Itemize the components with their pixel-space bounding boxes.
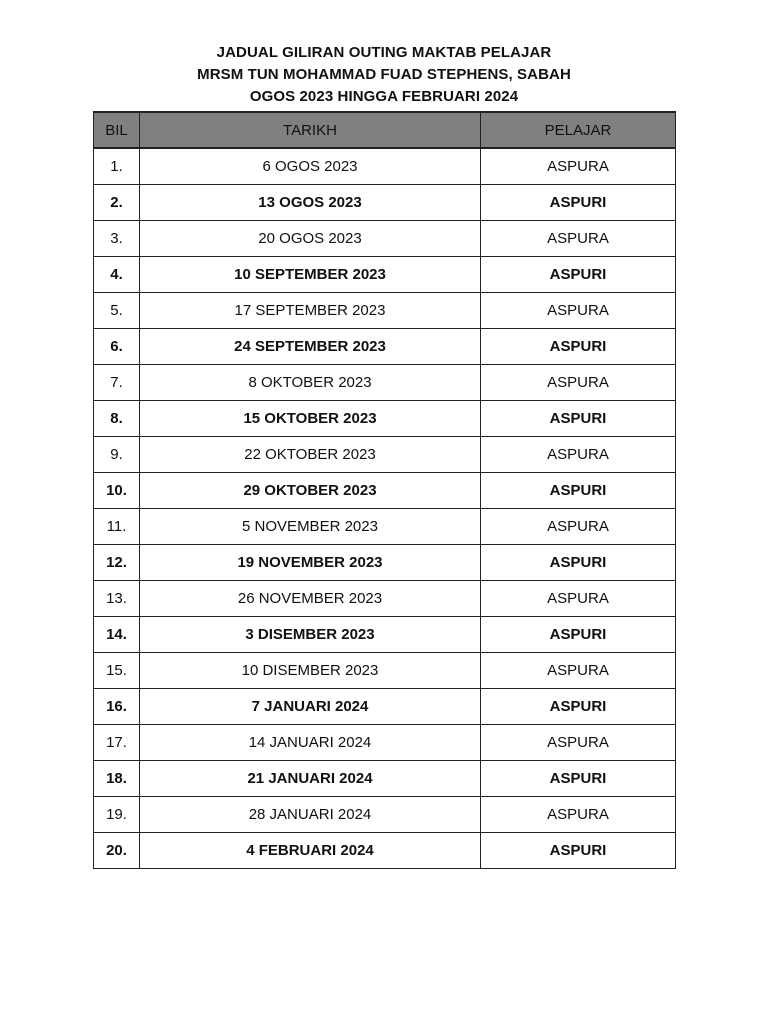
- cell-tarikh: 5 NOVEMBER 2023: [140, 509, 481, 545]
- cell-bil: 7.: [94, 365, 140, 401]
- cell-pelajar: ASPURA: [481, 148, 676, 185]
- cell-pelajar: ASPURI: [481, 545, 676, 581]
- cell-tarikh: 24 SEPTEMBER 2023: [140, 329, 481, 365]
- cell-tarikh: 22 OKTOBER 2023: [140, 437, 481, 473]
- cell-tarikh: 14 JANUARI 2024: [140, 725, 481, 761]
- table-row: [94, 797, 676, 833]
- cell-pelajar: ASPURA: [481, 509, 676, 545]
- cell-pelajar: ASPURI: [481, 329, 676, 365]
- cell-bil: 2.: [94, 185, 140, 221]
- table-row: [94, 653, 676, 689]
- table-row: [94, 761, 676, 797]
- cell-bil: 15.: [94, 653, 140, 689]
- title-line-1: JADUAL GILIRAN OUTING MAKTAB PELAJAR: [216, 44, 552, 61]
- cell-bil: 11.: [94, 509, 140, 545]
- cell-bil: 10.: [94, 473, 140, 509]
- table-row: [94, 365, 676, 401]
- cell-bil: 17.: [94, 725, 140, 761]
- cell-tarikh: 29 OKTOBER 2023: [140, 473, 481, 509]
- cell-bil: 9.: [94, 437, 140, 473]
- cell-pelajar: ASPURA: [481, 437, 676, 473]
- document-title: [0, 42, 768, 108]
- cell-bil: 19.: [94, 797, 140, 833]
- header-pelajar: PELAJAR: [481, 112, 676, 148]
- table-row: [94, 617, 676, 653]
- cell-pelajar: ASPURI: [481, 689, 676, 725]
- cell-tarikh: 13 OGOS 2023: [140, 185, 481, 221]
- cell-tarikh: 10 DISEMBER 2023: [140, 653, 481, 689]
- table-row: [94, 581, 676, 617]
- cell-pelajar: ASPURI: [481, 617, 676, 653]
- cell-tarikh: 20 OGOS 2023: [140, 221, 481, 257]
- cell-pelajar: ASPURI: [481, 257, 676, 293]
- table-row: [94, 148, 676, 185]
- cell-bil: 13.: [94, 581, 140, 617]
- cell-tarikh: 26 NOVEMBER 2023: [140, 581, 481, 617]
- cell-pelajar: ASPURI: [481, 761, 676, 797]
- cell-pelajar: ASPURA: [481, 581, 676, 617]
- table-row: [94, 401, 676, 437]
- cell-bil: 16.: [94, 689, 140, 725]
- cell-pelajar: ASPURA: [481, 653, 676, 689]
- cell-pelajar: ASPURI: [481, 185, 676, 221]
- header-row: [94, 112, 676, 148]
- cell-tarikh: 7 JANUARI 2024: [140, 689, 481, 725]
- outing-schedule-table: [93, 111, 676, 869]
- cell-bil: 18.: [94, 761, 140, 797]
- table-row: [94, 329, 676, 365]
- header-bil: BIL: [94, 112, 140, 148]
- cell-tarikh: 3 DISEMBER 2023: [140, 617, 481, 653]
- cell-pelajar: ASPURI: [481, 473, 676, 509]
- table-row: [94, 185, 676, 221]
- cell-bil: 20.: [94, 833, 140, 869]
- cell-pelajar: ASPURI: [481, 401, 676, 437]
- cell-tarikh: 17 SEPTEMBER 2023: [140, 293, 481, 329]
- table-header: [94, 112, 676, 148]
- table-row: [94, 509, 676, 545]
- cell-tarikh: 15 OKTOBER 2023: [140, 401, 481, 437]
- cell-tarikh: 4 FEBRUARI 2024: [140, 833, 481, 869]
- cell-bil: 8.: [94, 401, 140, 437]
- table-row: [94, 437, 676, 473]
- cell-tarikh: 28 JANUARI 2024: [140, 797, 481, 833]
- cell-tarikh: 10 SEPTEMBER 2023: [140, 257, 481, 293]
- cell-tarikh: 8 OKTOBER 2023: [140, 365, 481, 401]
- cell-bil: 14.: [94, 617, 140, 653]
- table-body: [94, 148, 676, 869]
- cell-bil: 4.: [94, 257, 140, 293]
- header-tarikh: TARIKH: [140, 112, 481, 148]
- cell-pelajar: ASPURI: [481, 833, 676, 869]
- cell-tarikh: 19 NOVEMBER 2023: [140, 545, 481, 581]
- cell-pelajar: ASPURA: [481, 365, 676, 401]
- cell-bil: 12.: [94, 545, 140, 581]
- table-row: [94, 221, 676, 257]
- table-row: [94, 725, 676, 761]
- cell-pelajar: ASPURA: [481, 725, 676, 761]
- cell-pelajar: ASPURA: [481, 221, 676, 257]
- table-row: [94, 689, 676, 725]
- cell-bil: 6.: [94, 329, 140, 365]
- table-row: [94, 545, 676, 581]
- cell-bil: 3.: [94, 221, 140, 257]
- table-row: [94, 833, 676, 869]
- title-line-2: MRSM TUN MOHAMMAD FUAD STEPHENS, SABAH: [197, 66, 571, 83]
- cell-bil: 1.: [94, 148, 140, 185]
- cell-bil: 5.: [94, 293, 140, 329]
- cell-tarikh: 6 OGOS 2023: [140, 148, 481, 185]
- cell-tarikh: 21 JANUARI 2024: [140, 761, 481, 797]
- cell-pelajar: ASPURA: [481, 293, 676, 329]
- title-line-3: OGOS 2023 HINGGA FEBRUARI 2024: [249, 88, 519, 105]
- table-row: [94, 473, 676, 509]
- table-row: [94, 257, 676, 293]
- cell-pelajar: ASPURA: [481, 797, 676, 833]
- table-row: [94, 293, 676, 329]
